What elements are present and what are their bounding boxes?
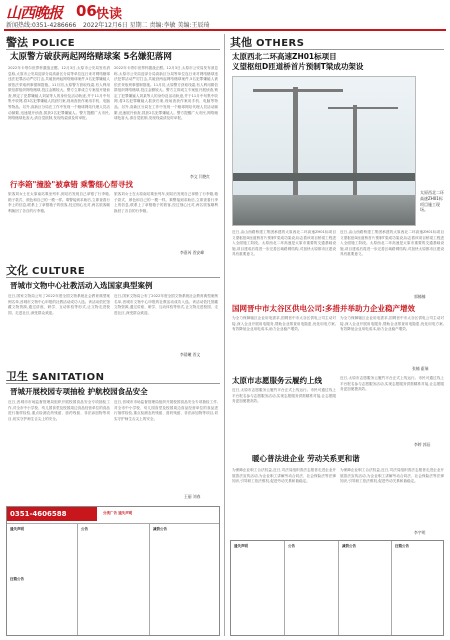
police-article-body: 2022年卡塔尔世界杯激战正酣。12月3日,太原市公安局发布消息称,太原市公安局迎泽分局高新区分局等单位连日来对网络赌球违法犯罪活动严厉打击,共破获两起网络赌球案件,5名犯罪嫌疑人被依法采取刑事强制措施。11月初,太原警方获取线索,有人利用微信群组织网络赌球,投注金额较大。警方立即成立专案组开展侦查,锁定了犯罪嫌疑人刘某等人的身份及活动轨迹,并于11月中旬集中收网,将3名犯罪嫌疑人抓获归案,现场查获作案用手机、电脑等物品。另外,高新区分局在工作中发现一个赌球网站代理人员活动频繁,迅速展开侦查,抓获2名犯罪嫌疑人。警方提醒广大市民,网络赌球危害大,请自觉抵制,发现线索请及时举报。 <box>8 66 110 121</box>
masthead-rule <box>4 29 446 31</box>
ad-phone: 0351-4606588 <box>10 510 67 518</box>
rc-title-3: 减资公告 <box>342 544 356 548</box>
masthead <box>0 0 450 30</box>
police-section-cn: 警法 <box>6 36 28 49</box>
others-body-5-col2: 为保障企业职工合法权益,近日,司法局组织普法志愿者走进企业开展普法宣传活动,为企业职工讲解劳动合同法、社会保险法等法律知识,引导职工依法维权,促进劳动关系和谐稳定。 <box>340 468 444 484</box>
police-sub-body-col2: 旅客刘女士在太原南站乘坐列车,到站后发现自己拿错了行李箱,箱子款式、颜色和自己的一模一样。乘警接到求助后,立即查看行李上的信息,联系上了拿错箱子的旅客,经过细心比对,两名旅客顺利换回了各自的行李箱。 <box>114 192 218 213</box>
culture-section-cn: 文化 <box>6 264 28 277</box>
sanitation-body-col2: 近日,晋城市市场监督管理局组织开展校园食品安全专项抽检工作,对全市中小学校、幼儿园食堂及校园周边食品经营单位的食品进行抽样检验,重点检测农药残留、兽药残留、非法添加物等项目,切实守护师生舌尖上的安全。 <box>114 400 218 421</box>
others-byline-3: 张楠 霍瑞 <box>412 366 429 371</box>
ad-item-1: 遗失声明 <box>10 527 24 531</box>
photo-ground <box>233 195 415 225</box>
others-headline-1: 太原西北二环高速ZH01标项目 <box>232 52 337 61</box>
rc-divider-2 <box>338 541 339 636</box>
police-sub-headline: 行李箱"撞脸"被拿错 乘警细心帮寻找 <box>10 180 133 189</box>
others-byline-4: 李婷 郭辰 <box>414 442 431 447</box>
rc-divider-1 <box>284 541 285 636</box>
police-section-en: POLICE <box>32 38 76 49</box>
others-byline-5: 李宇明 <box>414 530 426 535</box>
others-body-3: 为全力保障辖区企业用电需求,国网晋中市太谷区供电公司主动对接,深入企业开展用电服务,帮助企业排查用电隐患,优化用电方案,有效降低企业用电成本,助力企业稳产增效。 <box>232 316 336 332</box>
others-section-header <box>230 34 304 50</box>
sanitation-byline: 王丽 刘春 <box>184 494 201 499</box>
sanitation-section-en: SANITATION <box>32 372 105 383</box>
others-body-4-col2: 近日,太原市志愿服务云履约平台正式上线运行。市民可通过线上平台报名参与志愿服务活动,实现志愿服务供需精准对接,让志愿服务更加便捷高效。 <box>340 376 444 392</box>
newspaper-logo: 山西晚报 <box>6 4 63 22</box>
culture-section-en: CULTURE <box>32 266 86 277</box>
culture-headline: 晋城市文物中心社教活动入选国家典型案例 <box>10 281 153 290</box>
ad-item-2: 公告 <box>81 527 88 531</box>
rc-title-2: 公告 <box>288 544 295 548</box>
others-headline-3: 国网晋中市太谷区供电公司:多措并举助力企业稳产增效 <box>232 304 415 313</box>
police-section-header <box>6 34 75 50</box>
sanitation-section-cn: 卫生 <box>6 370 28 383</box>
page-name: 快读 <box>96 7 123 22</box>
sanitation-headline: 晋城开展校园专项抽检 护航校园食品安全 <box>10 387 148 396</box>
photo-caption: 太原西北二环高速ZH01标项目施工现场。 <box>420 190 444 213</box>
news-hotline: 新闻热线:0351-4286666 <box>6 22 77 29</box>
others-section-en: OTHERS <box>256 38 305 49</box>
others-headline-4: 太原市志愿服务云履约上线 <box>232 376 322 385</box>
page-number: 06 <box>76 2 97 20</box>
ad-label: 分类广告 遗失声明 <box>103 511 133 515</box>
others-headline-5: 暖心普法进企业 劳动关系更和谐 <box>252 454 360 463</box>
sanitation-body: 近日,晋城市市场监督管理局组织开展校园食品安全专项抽检工作,对全市中小学校、幼儿园食堂及校园周边食品经营单位的食品进行抽样检验,重点检测农药残留、兽药残留、非法添加物等项目,切实守护师生舌尖上的安全。 <box>8 400 110 421</box>
dateline: 2022年12月6日 星期二 责编:李敏 美编:王辰琦 <box>83 22 210 29</box>
ad-col-divider-1 <box>77 523 78 636</box>
rc-title-1: 遗失声明 <box>234 544 248 548</box>
rc-title-4: 注销公告 <box>395 544 409 548</box>
culture-body-col2: 近日,国家文物局公布了2022年度全国文物系统社会教育典型案例名单,晋城市文物中心申报的社教活动成功入选。该活动依托馆藏文物资源,通过讲座、研学、互动体验等形式,让文物走进校园、走进社区,深受群众欢迎。 <box>114 294 218 315</box>
rc-divider-3 <box>391 541 392 636</box>
sanitation-section-line <box>6 383 220 384</box>
ad-item-3: 减资公告 <box>153 527 167 531</box>
police-section-line <box>6 49 220 50</box>
culture-section-header <box>6 262 85 278</box>
classified-ads-box <box>6 506 220 636</box>
bridge-deck <box>233 173 416 181</box>
others-body: 近日,由山西路桥建工集团承建的太原西北二环高速ZH01标项目义望枢纽D匝道桥首片预制T梁成功架设,标志着该项目桥梁工程进入全面施工阶段。太原西北二环高速是太原市重要的交通基础设施,项目建成后将进一步完善区域路网结构,对加快太原都市区建设具有重要意义。 <box>232 230 336 257</box>
ad-divider <box>7 523 220 524</box>
others-body-4: 近日,太原市志愿服务云履约平台正式上线运行。市民可通过线上平台报名参与志愿服务活动,实现志愿服务供需精准对接,让志愿服务更加便捷高效。 <box>232 388 336 404</box>
culture-body: 近日,国家文物局公布了2022年度全国文物系统社会教育典型案例名单,晋城市文物中心申报的社教活动成功入选。该活动依托馆藏文物资源,通过讲座、研学、互动体验等形式,让文物走进校园、走进社区,深受群众欢迎。 <box>8 294 110 315</box>
others-byline: 郭楠楠 <box>414 294 426 299</box>
police-headline: 太原警方破获两起网络赌球案 5名嫌犯落网 <box>10 52 172 62</box>
others-body-5: 为保障企业职工合法权益,近日,司法局组织普法志愿者走进企业开展普法宣传活动,为企业职工讲解劳动合同法、社会保险法等法律知识,引导职工依法维权,促进劳动关系和谐稳定。 <box>232 468 336 484</box>
crane-jib-2 <box>328 107 398 109</box>
right-classifieds-box <box>230 540 444 636</box>
column-divider <box>224 34 225 636</box>
sanitation-section-header <box>6 368 104 384</box>
ad-item-4: 注销公告 <box>10 577 24 581</box>
crane-tower-2 <box>353 105 357 197</box>
others-body-col2: 近日,由山西路桥建工集团承建的太原西北二环高速ZH01标项目义望枢纽D匝道桥首片预制T梁成功架设,标志着该项目桥梁工程进入全面施工阶段。太原西北二环高速是太原市重要的交通基础设施,项目建成后将进一步完善区域路网结构,对加快太原都市区建设具有重要意义。 <box>340 230 444 257</box>
others-headline-2: 义望枢纽D匝道桥首片预制T梁成功架设 <box>232 62 364 71</box>
others-body-3-col2: 为全力保障辖区企业用电需求,国网晋中市太谷区供电公司主动对接,深入企业开展用电服务,帮助企业排查用电隐患,优化用电方案,有效降低企业用电成本,助力企业稳产增效。 <box>340 316 444 332</box>
construction-photo <box>232 76 416 226</box>
culture-byline: 李晨曦 晋文 <box>180 352 201 357</box>
ad-col-divider-2 <box>149 523 150 636</box>
police-byline: 李文 闫艳红 <box>190 174 211 179</box>
others-section-line <box>230 49 444 50</box>
police-sub-byline: 李嘉芮 晋安峰 <box>180 250 204 255</box>
police-sub-body: 旅客刘女士在太原南站乘坐列车,到站后发现自己拿错了行李箱,箱子款式、颜色和自己的一模一样。乘警接到求助后,立即查看行李上的信息,联系上了拿错箱子的旅客,经过细心比对,两名旅客顺利换回了各自的行李箱。 <box>8 192 110 213</box>
crane-jib-1 <box>253 89 343 92</box>
culture-section-line <box>6 277 220 278</box>
police-article-body-col2: 2022年卡塔尔世界杯激战正酣。12月3日,太原市公安局发布消息称,太原市公安局迎泽分局高新区分局等单位连日来对网络赌球违法犯罪活动严厉打击,共破获两起网络赌球案件,5名犯罪嫌疑人被依法采取刑事强制措施。11月初,太原警方获取线索,有人利用微信群组织网络赌球,投注金额较大。警方立即成立专案组开展侦查,锁定了犯罪嫌疑人刘某等人的身份及活动轨迹,并于11月中旬集中收网,将3名犯罪嫌疑人抓获归案,现场查获作案用手机、电脑等物品。另外,高新区分局在工作中发现一个赌球网站代理人员活动频繁,迅速展开侦查,抓获2名犯罪嫌疑人。警方提醒广大市民,网络赌球危害大,请自觉抵制,发现线索请及时举报。 <box>114 66 218 121</box>
others-section-cn: 其他 <box>230 36 252 49</box>
